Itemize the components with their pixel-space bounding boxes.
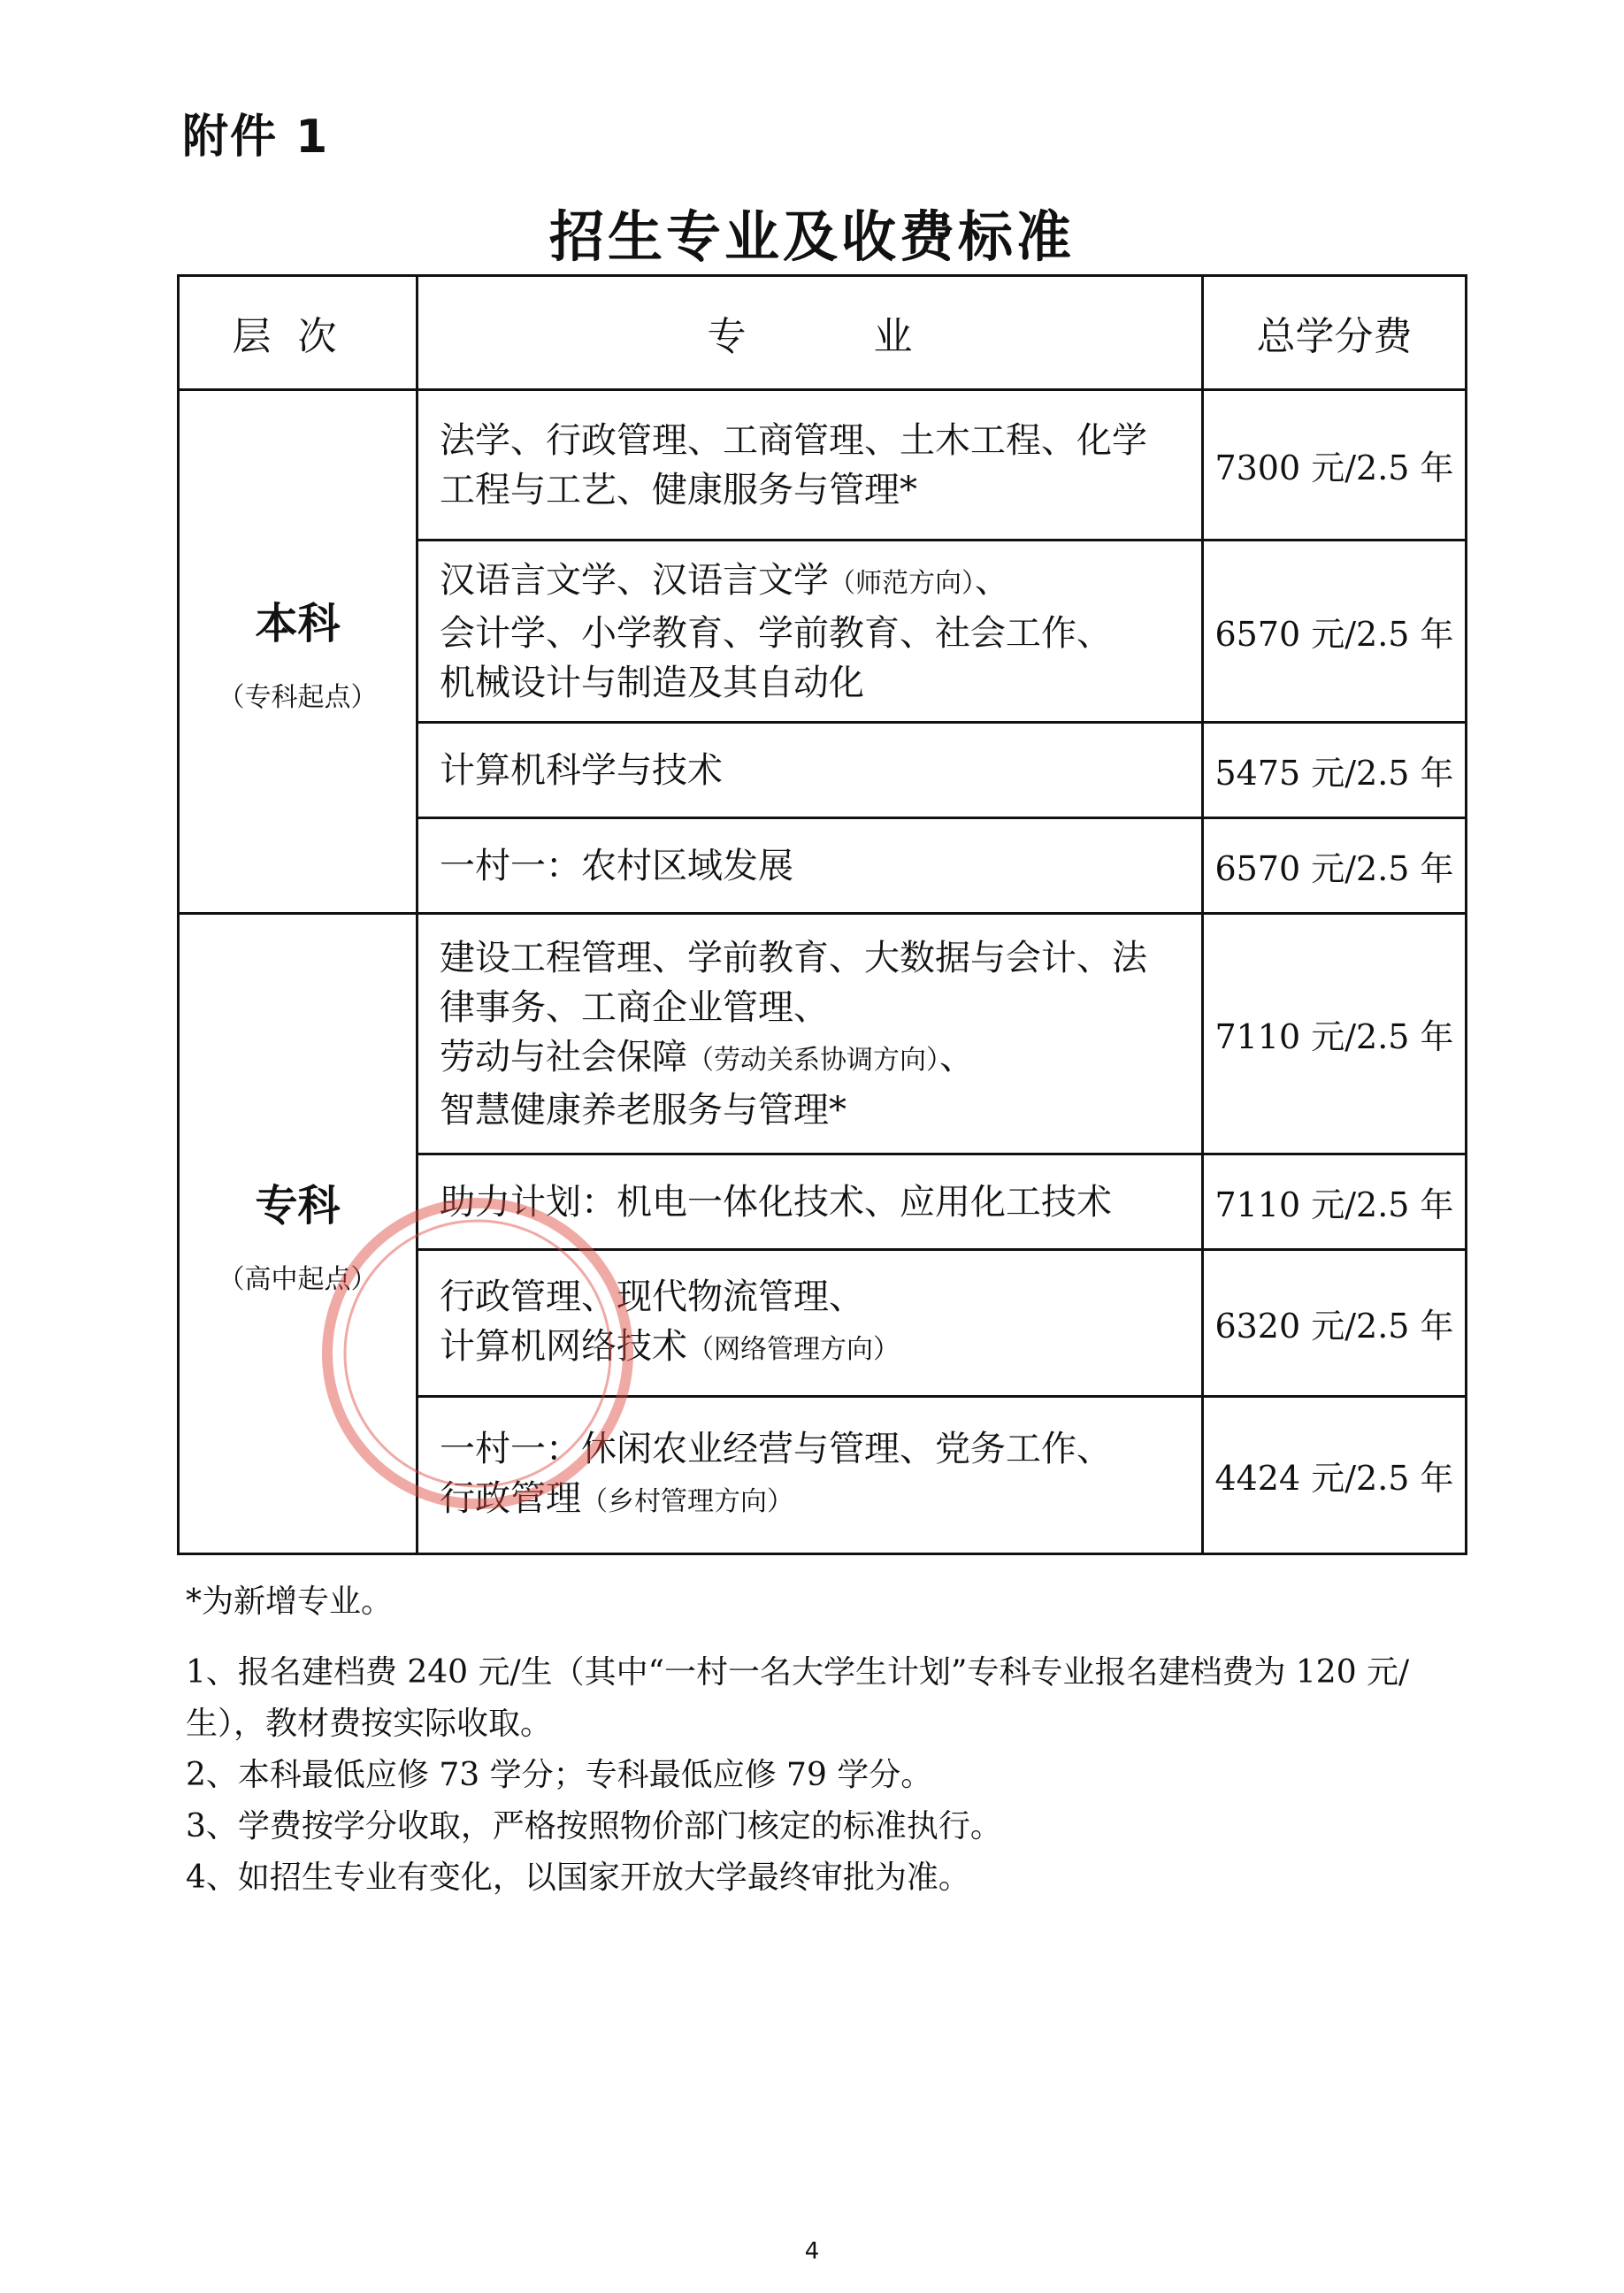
level-cell-associate (179, 914, 417, 1554)
table-row (179, 390, 1467, 541)
level-note: （高中起点） (218, 1264, 378, 1295)
major-cell (417, 914, 1203, 1154)
level-name: 本科 (255, 599, 341, 648)
note-item-1: 1、报名建档费 240 元/生（其中“一村一名大学生计划”专科专业报名建档费为 120 元/生），教材费按实际收取。 (186, 1654, 1410, 1742)
major-line: 汉语言文学、汉语言文学（师范方向）、 (440, 559, 1010, 601)
level-note: （专科起点） (218, 682, 378, 713)
table-row (179, 914, 1467, 1154)
major-line: 建设工程管理、学前教育、大数据与会计、法 (440, 937, 1147, 978)
major-line: 劳动与社会保障（劳动关系协调方向）、 (440, 1036, 975, 1077)
fee-cell: 5475 元/2.5 年 (1203, 723, 1467, 818)
major-cell (417, 1397, 1203, 1554)
major-line: 助力计划：机电一体化技术、应用化工技术 (440, 1181, 1112, 1223)
major-line: 会计学、小学教育、学前教育、社会工作、 (440, 612, 1112, 654)
major-cell (417, 541, 1203, 723)
major-line: 工程与工艺、健康服务与管理* (440, 469, 917, 510)
header-major: 专 业 (417, 276, 1203, 390)
major-line: 一村一：农村区域发展 (440, 845, 793, 886)
note-item-3: 3、学费按学分收取，严格按照物价部门核定的标准执行。 (186, 1808, 1002, 1844)
major-line: 行政管理（乡村管理方向） (440, 1477, 793, 1519)
attachment-label: 附件 1 (182, 111, 330, 164)
major-line: 计算机网络技术（网络管理方向） (440, 1325, 900, 1367)
fee-cell: 7300 元/2.5 年 (1203, 390, 1467, 541)
fee-cell: 6320 元/2.5 年 (1203, 1250, 1467, 1397)
major-cell (417, 1154, 1203, 1250)
header-level: 层次 (179, 276, 417, 390)
note-item-2: 2、本科最低应修 73 学分；专科最低应修 79 学分。 (186, 1757, 933, 1793)
note-item-4: 4、如招生专业有变化，以国家开放大学最终审批为准。 (186, 1860, 970, 1896)
fee-table (177, 274, 1467, 1555)
major-line: 计算机科学与技术 (440, 749, 723, 791)
major-line: 一村一：休闲农业经营与管理、党务工作、 (440, 1428, 1112, 1469)
major-line: 行政管理、现代物流管理、 (440, 1276, 864, 1317)
major-line: 法学、行政管理、工商管理、土木工程、化学 (440, 419, 1147, 461)
major-line: 机械设计与制造及其自动化 (440, 662, 864, 703)
major-line: 律事务、工商企业管理、 (440, 986, 829, 1028)
level-name: 专科 (255, 1181, 341, 1231)
fee-cell: 4424 元/2.5 年 (1203, 1397, 1467, 1554)
major-line: 智慧健康养老服务与管理* (440, 1089, 846, 1131)
fee-cell: 7110 元/2.5 年 (1203, 1154, 1467, 1250)
header-fee: 总学分费 (1203, 276, 1467, 390)
notes-section (186, 1576, 1468, 1904)
major-cell (417, 1250, 1203, 1397)
document-title: 招生专业及收费标准 (548, 204, 1075, 269)
fee-cell: 6570 元/2.5 年 (1203, 818, 1467, 914)
page-number: 4 (804, 2238, 820, 2265)
fee-cell: 7110 元/2.5 年 (1203, 914, 1467, 1154)
level-cell-undergrad (179, 390, 417, 914)
fee-cell: 6570 元/2.5 年 (1203, 541, 1467, 723)
major-cell (417, 818, 1203, 914)
note-new-major: *为新增专业。 (186, 1584, 394, 1620)
major-cell (417, 723, 1203, 818)
major-cell (417, 390, 1203, 541)
table-header-row (179, 276, 1467, 390)
